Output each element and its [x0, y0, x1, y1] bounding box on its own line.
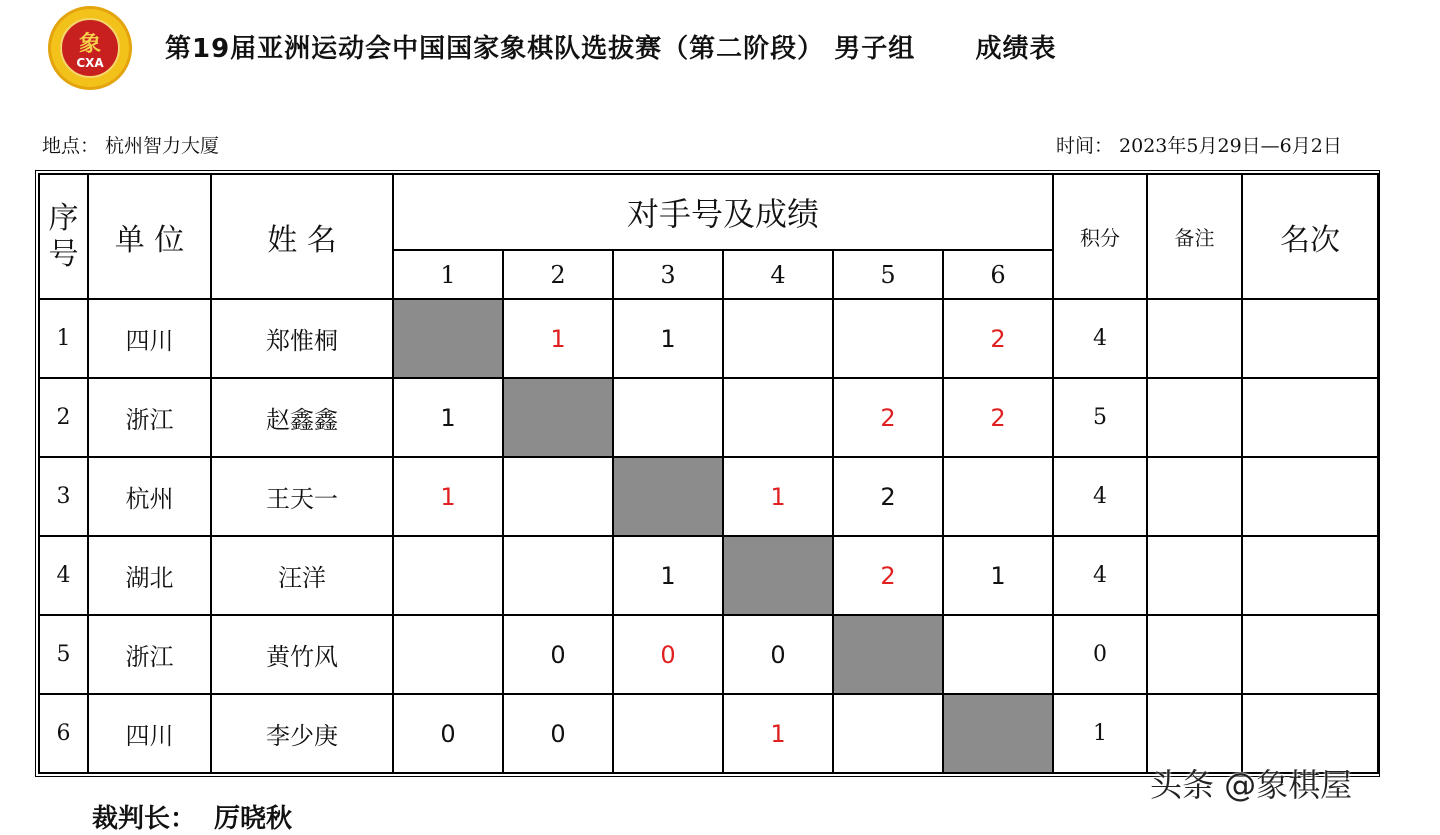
row-seq: 6 — [39, 694, 88, 773]
result-cell — [723, 378, 833, 457]
row-seq: 1 — [39, 299, 88, 378]
header-seq-top: 序 — [48, 200, 79, 236]
header-opponents: 对手号及成绩 — [393, 174, 1053, 250]
self-cell — [503, 378, 613, 457]
table-row — [39, 536, 1378, 615]
opponent-number-3: 3 — [613, 250, 723, 299]
opponent-number-4: 4 — [723, 250, 833, 299]
row-score: 4 — [1053, 536, 1147, 615]
header-rank: 名次 — [1242, 174, 1378, 299]
result-cell — [833, 299, 943, 378]
logo-abbr: CXA — [76, 56, 104, 70]
result-cell: 1 — [723, 457, 833, 536]
result-cell: 1 — [943, 536, 1053, 615]
result-cell — [503, 457, 613, 536]
row-seq: 2 — [39, 378, 88, 457]
row-rank — [1242, 378, 1378, 457]
result-cell: 2 — [833, 536, 943, 615]
row-unit: 杭州 — [88, 457, 211, 536]
result-cell: 1 — [503, 299, 613, 378]
results-table — [38, 173, 1379, 774]
row-unit: 四川 — [88, 299, 211, 378]
result-cell: 0 — [393, 694, 503, 773]
result-cell: 1 — [613, 299, 723, 378]
table-row — [39, 299, 1378, 378]
result-cell: 1 — [393, 457, 503, 536]
referee-name: 厉晓秋 — [214, 804, 293, 834]
row-name: 王天一 — [211, 457, 393, 536]
result-cell — [393, 615, 503, 694]
result-cell: 0 — [613, 615, 723, 694]
result-cell: 1 — [393, 378, 503, 457]
table-row — [39, 457, 1378, 536]
row-name: 黄竹风 — [211, 615, 393, 694]
row-rank — [1242, 615, 1378, 694]
result-cell — [943, 615, 1053, 694]
logo-glyph: 象 — [78, 31, 101, 57]
result-cell — [833, 694, 943, 773]
opponent-number-5: 5 — [833, 250, 943, 299]
row-name: 赵鑫鑫 — [211, 378, 393, 457]
row-score: 5 — [1053, 378, 1147, 457]
row-rank — [1242, 457, 1378, 536]
row-remark — [1147, 536, 1242, 615]
result-cell: 0 — [723, 615, 833, 694]
table-row — [39, 615, 1378, 694]
self-cell — [613, 457, 723, 536]
header-remark: 备注 — [1147, 174, 1242, 299]
result-cell: 1 — [723, 694, 833, 773]
row-unit: 四川 — [88, 694, 211, 773]
result-cell — [943, 457, 1053, 536]
self-cell — [723, 536, 833, 615]
row-score: 4 — [1053, 299, 1147, 378]
header-row-1 — [39, 174, 1378, 250]
header-seq-bottom: 号 — [48, 236, 79, 272]
cxa-logo — [48, 6, 132, 90]
row-name: 汪洋 — [211, 536, 393, 615]
logo-emblem — [60, 18, 120, 78]
row-remark — [1147, 615, 1242, 694]
opponent-number-1: 1 — [393, 250, 503, 299]
row-unit: 浙江 — [88, 615, 211, 694]
result-cell — [613, 694, 723, 773]
self-cell — [943, 694, 1053, 773]
result-cell: 0 — [503, 694, 613, 773]
header-seq — [39, 174, 88, 299]
result-cell: 2 — [833, 457, 943, 536]
table-row — [39, 378, 1378, 457]
row-seq: 5 — [39, 615, 88, 694]
referee-label: 裁判长： — [92, 804, 197, 834]
row-name: 郑惟桐 — [211, 299, 393, 378]
header-unit: 单 位 — [88, 174, 211, 299]
row-score: 4 — [1053, 457, 1147, 536]
self-cell — [833, 615, 943, 694]
result-cell: 2 — [833, 378, 943, 457]
result-cell — [723, 299, 833, 378]
result-cell — [393, 536, 503, 615]
row-seq: 4 — [39, 536, 88, 615]
result-cell — [613, 378, 723, 457]
row-rank — [1242, 536, 1378, 615]
opponent-number-2: 2 — [503, 250, 613, 299]
location-label: 地点： 杭州智力大厦 — [42, 135, 220, 157]
result-cell: 0 — [503, 615, 613, 694]
page-title: 第19届亚洲运动会中国国家象棋队选拔赛（第二阶段） 男子组 成绩表 — [165, 34, 1057, 64]
header-score: 积分 — [1053, 174, 1147, 299]
opponent-number-6: 6 — [943, 250, 1053, 299]
result-cell: 2 — [943, 378, 1053, 457]
row-rank — [1242, 299, 1378, 378]
row-name: 李少庚 — [211, 694, 393, 773]
watermark: 头条 @象棋屋 — [1150, 766, 1353, 804]
self-cell — [393, 299, 503, 378]
result-cell: 2 — [943, 299, 1053, 378]
referee-line — [92, 798, 292, 835]
header-name: 姓 名 — [211, 174, 393, 299]
result-cell: 1 — [613, 536, 723, 615]
row-score: 1 — [1053, 694, 1147, 773]
row-remark — [1147, 299, 1242, 378]
time-label: 时间： 2023年5月29日—6月2日 — [1056, 135, 1342, 157]
row-unit: 湖北 — [88, 536, 211, 615]
row-unit: 浙江 — [88, 378, 211, 457]
row-remark — [1147, 457, 1242, 536]
row-seq: 3 — [39, 457, 88, 536]
row-remark — [1147, 378, 1242, 457]
row-score: 0 — [1053, 615, 1147, 694]
result-cell — [503, 536, 613, 615]
